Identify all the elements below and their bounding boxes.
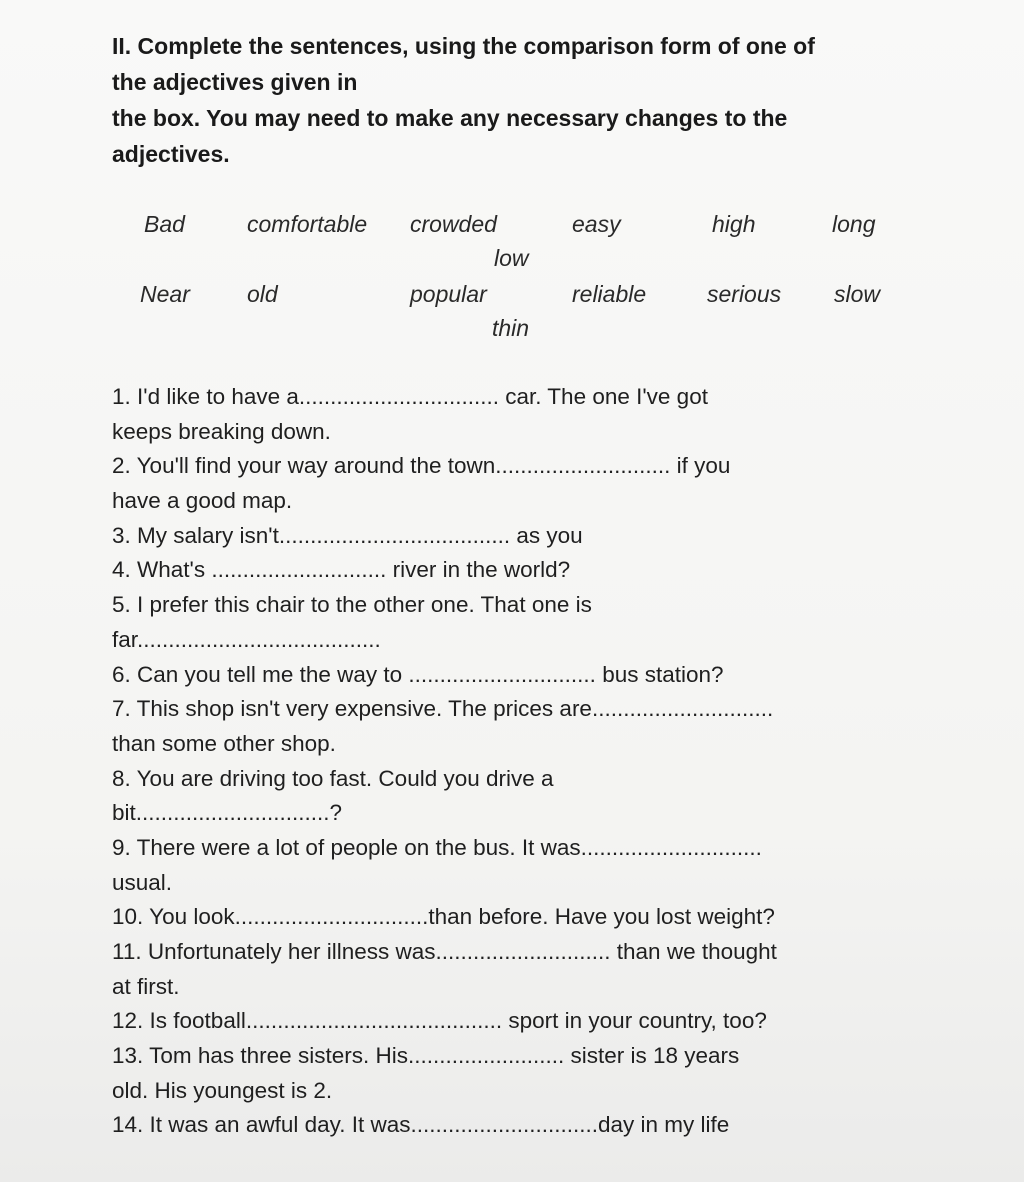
exercise-line: 10. You look...............................than before. Have you lost weight?: [112, 904, 775, 930]
word-near: Near: [140, 281, 190, 307]
exercise-list: [112, 380, 932, 1143]
exercise-line: 13. Tom has three sisters. His......................... sister is 18 years: [112, 1043, 740, 1069]
exercise-line: 4. What's ............................ river in the world?: [112, 557, 571, 583]
exercise-line: 7. This shop isn't very expensive. The prices are.............................: [112, 696, 774, 722]
word-easy: easy: [572, 211, 621, 237]
exercise-line: old. His youngest is 2.: [112, 1077, 333, 1103]
word-long: long: [832, 211, 876, 237]
exercise-line: far.......................................: [112, 626, 381, 652]
word-slow: slow: [834, 281, 881, 307]
exercise-line: than some other shop.: [112, 730, 336, 756]
word-crowded: crowded: [410, 211, 497, 237]
word-reliable: reliable: [572, 281, 647, 307]
word-old: old: [247, 281, 278, 307]
exercise-line: 2. You'll find your way around the town............................ if you: [112, 453, 731, 479]
heading-line-3: the box. You may need to make any necessary changes to the: [112, 105, 788, 131]
exercise-line: 12. Is football......................................... sport in your country, too?: [112, 1008, 767, 1034]
word-low: low: [494, 245, 529, 271]
exercise-line: 8. You are driving too fast. Could you drive a: [112, 765, 554, 791]
heading-line-2: the adjectives given in: [112, 69, 358, 95]
heading-line-1: II. Complete the sentences, using the comparison form of one of: [112, 33, 815, 59]
instructions-heading: [112, 28, 912, 172]
word-thin: thin: [492, 315, 530, 341]
exercise-line: 1. I'd like to have a................................ car. The one I've got: [112, 384, 708, 409]
exercise-line: bit...............................?: [112, 800, 343, 826]
heading-line-4: adjectives.: [112, 141, 230, 167]
exercise-line: have a good map.: [112, 488, 293, 514]
exercise-line: usual.: [112, 869, 173, 895]
exercise-line: 6. Can you tell me the way to .............................. bus station?: [112, 661, 724, 687]
exercise-line: 11. Unfortunately her illness was............................ than we thought: [112, 939, 777, 964]
exercise-line: 14. It was an awful day. It was..............................day in my life: [112, 1112, 730, 1138]
exercise-line: keeps breaking down.: [112, 418, 331, 444]
exercise-line: at first.: [112, 973, 180, 999]
word-popular: popular: [410, 281, 487, 307]
exercise-line: 3. My salary isn't..................................... as you: [112, 522, 583, 548]
exercise-line: 5. I prefer this chair to the other one. That one is: [112, 592, 592, 618]
word-serious: serious: [707, 281, 782, 307]
exercise-line: 9. There were a lot of people on the bus. It was.............................: [112, 834, 762, 860]
word-high: high: [712, 211, 756, 237]
word-comfortable: comfortable: [247, 211, 368, 237]
word-bad: Bad: [144, 211, 185, 237]
